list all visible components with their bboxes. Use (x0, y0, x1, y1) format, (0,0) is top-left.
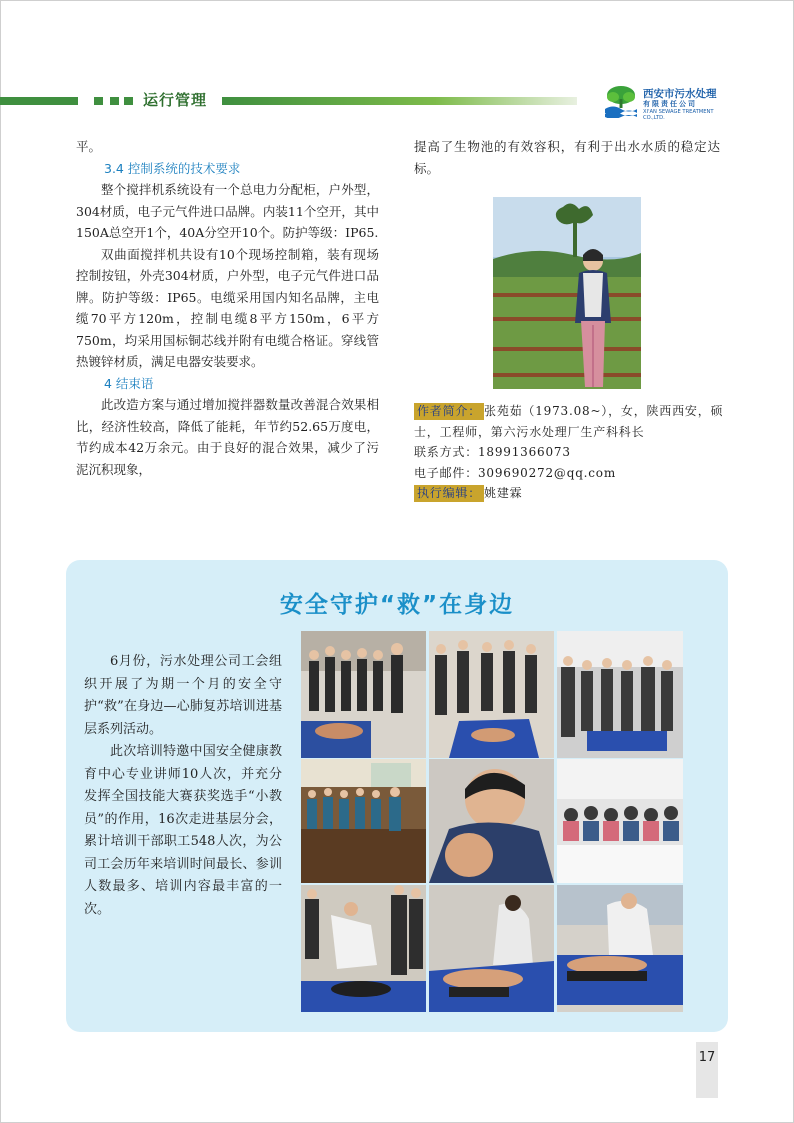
article-right-column (414, 136, 720, 179)
article-paragraph: 此改造方案与通过增加搅拌器数量改善混合效果相比，经济性较高，降低了能耗，年节约52.65万度电，节约成本42万余元。由于良好的混合效果，减少了污泥沉积现象， (76, 397, 379, 477)
company-logo-icon (603, 84, 639, 118)
logo-name-en: XI'AN SEWAGE TREATMENT CO.,LTD. (643, 109, 714, 121)
author-photo (493, 197, 641, 389)
section-title: 运行管理 (143, 91, 208, 109)
article-left-column (76, 136, 379, 480)
company-logo (603, 84, 723, 124)
author-intro-label: 作者简介： (414, 403, 484, 420)
training-photo (301, 885, 426, 1012)
news-paragraph: 6月份，污水处理公司工会组织开展了为期一个月的安全守护“救”在身边—心肺复苏培训进基层系列活动。 (84, 654, 282, 737)
header-square-1 (94, 97, 103, 105)
article-paragraph: 提高了生物池的有效容积，有利于出水水质的稳定达标。 (414, 139, 720, 176)
training-photo-grid (301, 631, 683, 1012)
training-photo (557, 759, 683, 883)
author-email: 电子邮件：309690272@qq.com (414, 465, 617, 480)
section-heading-control: 3.4 控制系统的技术要求 (104, 160, 241, 176)
header-bar-left (0, 97, 78, 105)
training-photo (557, 885, 683, 1012)
header-square-3 (124, 97, 133, 105)
header-bar-right (222, 97, 577, 105)
news-box-text (84, 651, 282, 921)
logo-name-cn-sub: 有限责任公司 (643, 100, 697, 108)
author-contact: 联系方式：18991366073 (414, 445, 571, 459)
training-photo (301, 759, 426, 883)
article-paragraph: 平。 (76, 139, 102, 154)
logo-name-cn: 西安市污水处理 (643, 88, 717, 100)
author-intro-text: 张苑茹（1973.08~），女，陕西西安，硕士，工程师，第六污水处理厂生产科科长 (414, 404, 724, 439)
training-photo (429, 885, 554, 1012)
training-photo (301, 631, 426, 758)
article-paragraph: 双曲面搅拌机共设有10个现场控制箱，装有现场控制按钮，外壳304材质，户外型，电子元气件进口品牌。防护等级：IP65。电缆采用国内知名品牌，主电缆70平方120m，控制电缆8平方150m，6平方750m，均采用国标铜芯线并附有电缆合格证。穿线管热镀锌材质，满足电器安装要求。 (76, 246, 379, 369)
news-box-title: 安全守护“救”在身边 (279, 592, 515, 618)
editor-label: 执行编辑： (414, 485, 484, 502)
editor-name: 姚建霖 (484, 486, 523, 500)
header-square-2 (110, 97, 119, 105)
page-number: 17 (698, 1050, 716, 1065)
news-paragraph: 此次培训特邀中国安全健康教育中心专业讲师10人次，并充分发挥全国技能大赛获奖选手“小教员”的作用，16次走进基层分会，累计培训干部职工548人次，为公司工会历年来培训时间最长、参训人数最多、培训内容最丰富的一次。 (84, 744, 282, 917)
training-photo (429, 631, 554, 758)
author-info (414, 401, 724, 504)
section-heading-conclusion: 4 结束语 (104, 375, 154, 391)
training-photo (557, 631, 683, 758)
article-paragraph: 整个搅拌机系统设有一个总电力分配柜，户外型，304材质，电子元气件进口品牌。内装11个空开，其中150A总空开1个，40A分空开10个。防护等级：IP65. (76, 182, 379, 240)
training-photo (429, 759, 554, 883)
page-number-tab (696, 1042, 718, 1098)
